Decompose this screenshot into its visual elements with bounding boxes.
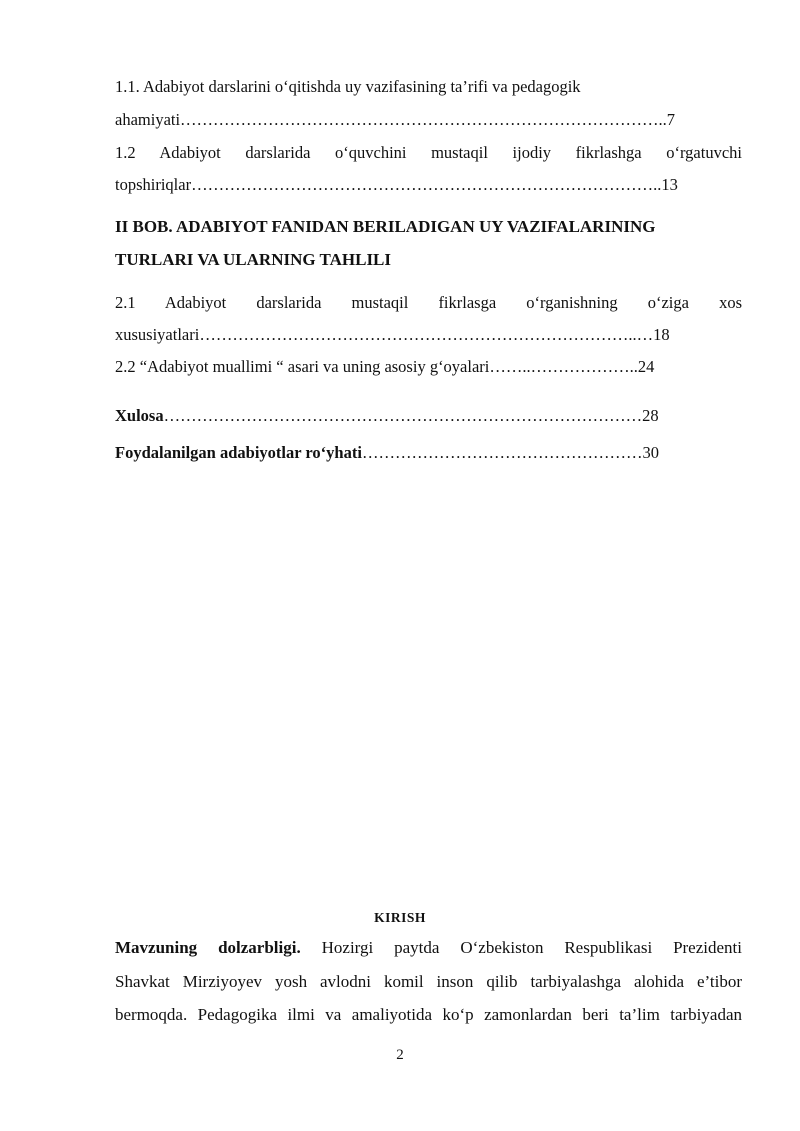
toc-references-label: Foydalanilgan adabiyotlar ro‘yhati bbox=[115, 443, 362, 462]
toc-item-2-1-line1: 2.1 Adabiyot darslarida mustaqil fikrlasga o‘rganishning o‘ziga xos bbox=[115, 293, 742, 312]
toc-chapter-2-line2: TURLARI VA ULARNING TAHLILI bbox=[115, 250, 392, 269]
toc-references-leader: ……………………………………………30 bbox=[361, 443, 659, 462]
toc-item-1-1-line2: ahamiyati……………………………………………………………………………..7 bbox=[115, 110, 676, 129]
intro-line-1 bbox=[115, 936, 742, 960]
intro-line-2: Shavkat Mirziyoyev yosh avlodni komil inson qilib tarbiyalashga alohida e’tibor bbox=[115, 972, 742, 991]
toc-conclusion-leader: ……………………………………………………………………………28 bbox=[163, 406, 659, 425]
toc-references bbox=[115, 442, 742, 464]
toc-conclusion bbox=[115, 405, 742, 427]
toc-item-2-1-line2: xususiyatlari……………………………………………………………………..…18 bbox=[115, 325, 670, 344]
toc-item-1-2-line2: topshiriqlar…………………………………………………………………………..13 bbox=[115, 175, 678, 194]
toc-item-1-2-line1: 1.2 Adabiyot darslarida o‘quvchini mustaqil ijodiy fikrlashga o‘rgatuvchi bbox=[115, 143, 742, 162]
toc-chapter-2-line1: II BOB. ADABIYOT FANIDAN BERILADIGAN UY VAZIFALARINING bbox=[115, 217, 656, 236]
toc-item-2-2: 2.2 “Adabiyot muallimi “ asari va uning asosiy g‘oyalari……..………………..24 bbox=[115, 357, 655, 376]
toc-item-1-1-line1: 1.1. Adabiyot darslarini o‘qitishda uy vazifasining ta’rifi va pedagogik bbox=[115, 77, 581, 96]
toc-conclusion-label: Xulosa bbox=[115, 406, 164, 425]
page-number: 2 bbox=[396, 1047, 404, 1063]
intro-lead-bold: Mavzuning dolzarbligi. bbox=[115, 938, 301, 957]
intro-title: KIRISH bbox=[374, 910, 426, 925]
intro-line-3: bermoqda. Pedagogika ilmi va amaliyotida ko‘p zamonlardan beri ta’lim tarbiyadan bbox=[115, 1005, 742, 1024]
intro-line-1-rest: Hozirgi paytda O‘zbekiston Respublikasi Prezidenti bbox=[300, 938, 742, 957]
